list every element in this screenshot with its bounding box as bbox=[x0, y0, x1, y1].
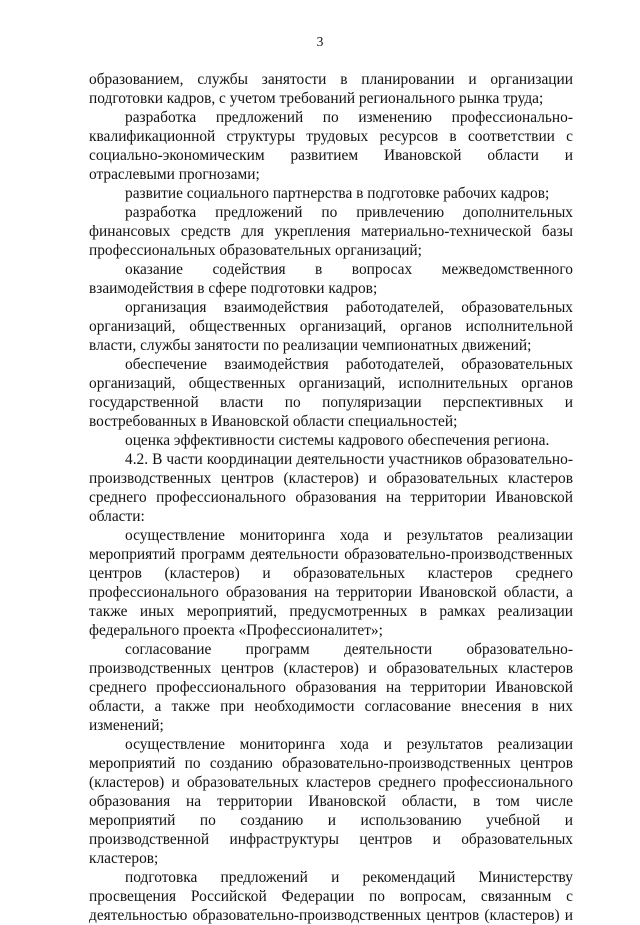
paragraph-approval: согласование программ деятельности образовательно-производственных центров (кластеров) и образовательных кластеров среднего профессионального образования на территории Ивановской области, а также при необходимости согласование внесения в них изменений; bbox=[89, 641, 573, 734]
paragraph-proposals-structure: разработка предложений по изменению профессионально-квалификационной структуры трудовых ресурсов в соответствии с социально-экономическим развитием Ивановской области и отраслевыми прогнозами; bbox=[89, 109, 573, 183]
paragraph-monitoring-programs: осуществление мониторинга хода и результатов реализации мероприятий программ деятельности образовательно-производственных центров (кластеров) и образовательных кластеров среднего профессионального образования на территории Ивановской области, а также иных мероприятий, предусмотренных в рамках реализации федерального проекта «Профессионалитет»; bbox=[89, 527, 573, 639]
paragraph-recommendations: подготовка предложений и рекомендаций Министерству просвещения Российской Федерации по вопросам, связанным с деятельностью образовательно-производственных центров (кластеров) и bbox=[89, 869, 573, 924]
paragraph-section-4-2: 4.2. В части координации деятельности участников образовательно-производственных центров (кластеров) и образовательных кластеров среднего профессионального образования на территории Ивановской области: bbox=[89, 451, 573, 525]
paragraph-continuation: образованием, службы занятости в планировании и организации подготовки кадров, с учетом требований регионального рынка труда; bbox=[89, 71, 573, 107]
document-body bbox=[89, 70, 573, 925]
paragraph-social-partnership: развитие социального партнерства в подготовке рабочих кадров; bbox=[125, 185, 550, 202]
paragraph-interagency: оказание содействия в вопросах межведомственного взаимодействия в сфере подготовки кадров; bbox=[89, 261, 573, 297]
paragraph-monitoring-creation: осуществление мониторинга хода и результатов реализации мероприятий по созданию образовательно-производственных центров (кластеров) и образовательных кластеров среднего профессионального образования на территории Ивановской области, в том числе мероприятий по созданию и использованию учебной и производственной инфраструктуры центров и образовательных кластеров; bbox=[89, 736, 573, 867]
paragraph-evaluation: оценка эффективности системы кадрового обеспечения региона. bbox=[125, 432, 550, 449]
paragraph-championships: организация взаимодействия работодателей, образовательных организаций, общественных организаций, органов исполнительной власти, службы занятости по реализации чемпионатных движений; bbox=[89, 299, 573, 354]
page-number: 3 bbox=[316, 34, 324, 49]
paragraph-popularization: обеспечение взаимодействия работодателей, образовательных организаций, общественных организаций, исполнительных органов государственной власти по популяризации перспективных и востребованных в Ивановской области специальностей; bbox=[89, 356, 573, 430]
paragraph-financing: разработка предложений по привлечению дополнительных финансовых средств для укрепления материально-технической базы профессиональных образовательных организаций; bbox=[89, 204, 573, 259]
